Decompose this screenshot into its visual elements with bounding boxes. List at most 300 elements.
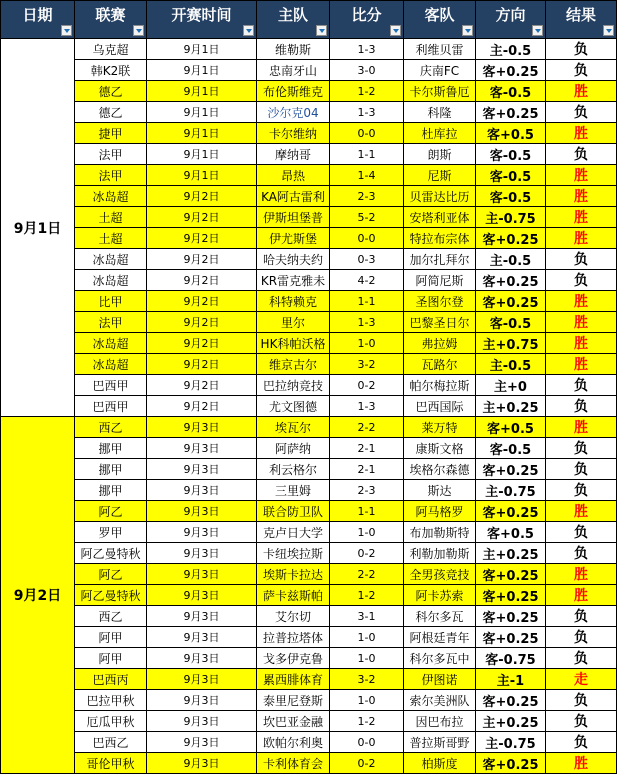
table-row xyxy=(1,543,617,564)
direction-cell: 客+0.25 xyxy=(476,102,546,123)
kickoff-time-cell: 9月3日 xyxy=(147,627,257,648)
filter-dropdown-icon[interactable] xyxy=(390,25,401,36)
result-cell: 负 xyxy=(546,711,617,732)
table-row xyxy=(1,396,617,417)
score-cell: 1-1 xyxy=(330,501,404,522)
league-cell: 阿甲 xyxy=(75,627,147,648)
table-row xyxy=(1,648,617,669)
away-team-cell: 柏斯度 xyxy=(404,753,476,774)
league-cell: 巴西乙 xyxy=(75,732,147,753)
home-team-cell: 昂热 xyxy=(257,165,330,186)
league-cell: 阿甲 xyxy=(75,648,147,669)
home-team-cell: 阿萨纳 xyxy=(257,438,330,459)
score-cell: 3-2 xyxy=(330,354,404,375)
home-team-cell: KR雷克雅未 xyxy=(257,270,330,291)
direction-cell: 客+0.5 xyxy=(476,417,546,438)
direction-cell: 主-0.75 xyxy=(476,732,546,753)
home-team-cell: 克卢日大学 xyxy=(257,522,330,543)
kickoff-time-cell: 9月1日 xyxy=(147,144,257,165)
filter-dropdown-icon[interactable] xyxy=(243,25,254,36)
kickoff-time-cell: 9月3日 xyxy=(147,522,257,543)
home-team-cell: 里尔 xyxy=(257,312,330,333)
kickoff-time-cell: 9月3日 xyxy=(147,606,257,627)
kickoff-time-cell: 9月1日 xyxy=(147,81,257,102)
result-cell: 负 xyxy=(546,459,617,480)
header-result xyxy=(546,1,617,39)
away-team-cell: 弗拉姆 xyxy=(404,333,476,354)
kickoff-time-cell: 9月3日 xyxy=(147,564,257,585)
away-team-cell: 利维贝雷 xyxy=(404,39,476,60)
kickoff-time-cell: 9月1日 xyxy=(147,102,257,123)
kickoff-time-cell: 9月1日 xyxy=(147,123,257,144)
result-cell: 胜 xyxy=(546,585,617,606)
table-body xyxy=(1,39,617,774)
kickoff-time-cell: 9月3日 xyxy=(147,459,257,480)
table-row xyxy=(1,585,617,606)
table-row xyxy=(1,375,617,396)
score-cell: 1-0 xyxy=(330,333,404,354)
home-team-cell: 艾尔切 xyxy=(257,606,330,627)
home-team-cell: 沙尔克04 xyxy=(257,102,330,123)
table-row xyxy=(1,480,617,501)
result-cell: 负 xyxy=(546,396,617,417)
table-row xyxy=(1,564,617,585)
header-label: 方向 xyxy=(495,6,526,24)
score-cell: 1-4 xyxy=(330,165,404,186)
kickoff-time-cell: 9月3日 xyxy=(147,585,257,606)
kickoff-time-cell: 9月3日 xyxy=(147,543,257,564)
direction-cell: 客+0.25 xyxy=(476,228,546,249)
kickoff-time-cell: 9月2日 xyxy=(147,354,257,375)
league-cell: 冰岛超 xyxy=(75,333,147,354)
result-cell: 负 xyxy=(546,543,617,564)
direction-cell: 客+0.25 xyxy=(476,753,546,774)
score-cell: 0-2 xyxy=(330,375,404,396)
result-cell: 负 xyxy=(546,375,617,396)
away-team-cell: 阿简尼斯 xyxy=(404,270,476,291)
header-label: 主队 xyxy=(277,6,308,24)
home-team-cell: 累西腓体育 xyxy=(257,669,330,690)
away-team-cell: 卡尔斯鲁厄 xyxy=(404,81,476,102)
away-team-cell: 阿卡苏索 xyxy=(404,585,476,606)
table-row xyxy=(1,732,617,753)
header-label: 日期 xyxy=(22,6,53,24)
score-cell: 3-1 xyxy=(330,606,404,627)
kickoff-time-cell: 9月2日 xyxy=(147,312,257,333)
score-cell: 2-1 xyxy=(330,459,404,480)
direction-cell: 客+0.25 xyxy=(476,606,546,627)
home-team-cell: 忠南牙山 xyxy=(257,60,330,81)
away-team-cell: 贝雷达比历 xyxy=(404,186,476,207)
home-team-cell: 三里姆 xyxy=(257,480,330,501)
direction-cell: 客-0.5 xyxy=(476,186,546,207)
header-home-team xyxy=(257,1,330,39)
header-date xyxy=(1,1,75,39)
result-cell: 胜 xyxy=(546,564,617,585)
table-row xyxy=(1,711,617,732)
direction-cell: 客-0.5 xyxy=(476,438,546,459)
kickoff-time-cell: 9月2日 xyxy=(147,186,257,207)
league-cell: 冰岛超 xyxy=(75,354,147,375)
away-team-cell: 索尔美洲队 xyxy=(404,690,476,711)
table-row xyxy=(1,102,617,123)
away-team-cell: 莱万特 xyxy=(404,417,476,438)
score-cell: 3-2 xyxy=(330,669,404,690)
league-cell: 冰岛超 xyxy=(75,249,147,270)
direction-cell: 客+0.25 xyxy=(476,291,546,312)
direction-cell: 客-0.5 xyxy=(476,165,546,186)
table-row xyxy=(1,627,617,648)
home-team-cell: 萨卡兹斯帕 xyxy=(257,585,330,606)
table-row xyxy=(1,228,617,249)
score-cell: 1-1 xyxy=(330,291,404,312)
table-row xyxy=(1,522,617,543)
direction-cell: 主+0 xyxy=(476,375,546,396)
league-cell: 挪甲 xyxy=(75,480,147,501)
header-label: 结果 xyxy=(565,6,596,24)
away-team-cell: 埃格尔森德 xyxy=(404,459,476,480)
score-cell: 0-2 xyxy=(330,543,404,564)
away-team-cell: 杜库拉 xyxy=(404,123,476,144)
result-cell: 负 xyxy=(546,648,617,669)
table-row xyxy=(1,123,617,144)
kickoff-time-cell: 9月2日 xyxy=(147,333,257,354)
direction-cell: 客-0.75 xyxy=(476,648,546,669)
kickoff-time-cell: 9月3日 xyxy=(147,711,257,732)
table-row xyxy=(1,249,617,270)
table-row xyxy=(1,312,617,333)
direction-cell: 客+0.25 xyxy=(476,627,546,648)
header-kickoff-time xyxy=(147,1,257,39)
league-cell: 韩K2联 xyxy=(75,60,147,81)
away-team-cell: 康斯文格 xyxy=(404,438,476,459)
direction-cell: 主+0.25 xyxy=(476,711,546,732)
kickoff-time-cell: 9月3日 xyxy=(147,690,257,711)
kickoff-time-cell: 9月3日 xyxy=(147,669,257,690)
kickoff-time-cell: 9月3日 xyxy=(147,438,257,459)
league-cell: 西乙 xyxy=(75,606,147,627)
league-cell: 冰岛超 xyxy=(75,270,147,291)
direction-cell: 主-0.5 xyxy=(476,39,546,60)
score-cell: 0-2 xyxy=(330,753,404,774)
score-cell: 2-2 xyxy=(330,417,404,438)
result-cell: 胜 xyxy=(546,354,617,375)
result-cell: 胜 xyxy=(546,753,617,774)
result-cell: 胜 xyxy=(546,165,617,186)
score-cell: 1-3 xyxy=(330,102,404,123)
table-row xyxy=(1,753,617,774)
home-team-cell: 卡纽埃拉斯 xyxy=(257,543,330,564)
table-row xyxy=(1,291,617,312)
score-cell: 4-2 xyxy=(330,270,404,291)
result-cell: 胜 xyxy=(546,501,617,522)
direction-cell: 客+0.25 xyxy=(476,60,546,81)
score-cell: 2-3 xyxy=(330,480,404,501)
away-team-cell: 加尔扎拜尔 xyxy=(404,249,476,270)
home-team-cell: KA阿古雷利 xyxy=(257,186,330,207)
league-cell: 土超 xyxy=(75,228,147,249)
score-cell: 0-0 xyxy=(330,732,404,753)
home-team-cell: 坎巴亚金融 xyxy=(257,711,330,732)
kickoff-time-cell: 9月3日 xyxy=(147,501,257,522)
header-score xyxy=(330,1,404,39)
league-cell: 哥伦甲秋 xyxy=(75,753,147,774)
filter-dropdown-icon[interactable] xyxy=(133,25,144,36)
kickoff-time-cell: 9月3日 xyxy=(147,732,257,753)
date-cell: 9月2日 xyxy=(1,417,75,774)
away-team-cell: 科隆 xyxy=(404,102,476,123)
score-cell: 1-0 xyxy=(330,522,404,543)
table-row xyxy=(1,60,617,81)
direction-cell: 客+0.5 xyxy=(476,522,546,543)
score-cell: 5-2 xyxy=(330,207,404,228)
table-row xyxy=(1,186,617,207)
result-cell: 走 xyxy=(546,669,617,690)
league-cell: 罗甲 xyxy=(75,522,147,543)
league-cell: 乌克超 xyxy=(75,39,147,60)
away-team-cell: 布加勒斯特 xyxy=(404,522,476,543)
direction-cell: 客-0.5 xyxy=(476,144,546,165)
table-row xyxy=(1,144,617,165)
home-team-cell: 维京古尔 xyxy=(257,354,330,375)
result-cell: 胜 xyxy=(546,81,617,102)
table-row xyxy=(1,690,617,711)
result-cell: 负 xyxy=(546,144,617,165)
score-cell: 3-0 xyxy=(330,60,404,81)
home-team-cell: 卡尔维纳 xyxy=(257,123,330,144)
result-cell: 负 xyxy=(546,480,617,501)
away-team-cell: 阿根廷青年 xyxy=(404,627,476,648)
score-cell: 1-2 xyxy=(330,711,404,732)
league-cell: 比甲 xyxy=(75,291,147,312)
direction-cell: 客+0.25 xyxy=(476,564,546,585)
kickoff-time-cell: 9月3日 xyxy=(147,417,257,438)
home-team-cell: 伊尤斯堡 xyxy=(257,228,330,249)
header-league xyxy=(75,1,147,39)
table-row xyxy=(1,81,617,102)
league-cell: 法甲 xyxy=(75,165,147,186)
home-team-cell: 埃斯卡拉达 xyxy=(257,564,330,585)
result-cell: 负 xyxy=(546,732,617,753)
direction-cell: 主-0.5 xyxy=(476,249,546,270)
table-row xyxy=(1,438,617,459)
league-cell: 巴西甲 xyxy=(75,396,147,417)
direction-cell: 客+0.25 xyxy=(476,270,546,291)
result-cell: 负 xyxy=(546,249,617,270)
score-cell: 1-3 xyxy=(330,396,404,417)
date-cell: 9月1日 xyxy=(1,39,75,417)
away-team-cell: 全男孩竞技 xyxy=(404,564,476,585)
home-team-cell: 泰里尼登斯 xyxy=(257,690,330,711)
home-team-cell: HK科帕沃格 xyxy=(257,333,330,354)
league-cell: 西乙 xyxy=(75,417,147,438)
home-team-cell: 巴拉纳竞技 xyxy=(257,375,330,396)
home-team-cell: 欧帕尔利奥 xyxy=(257,732,330,753)
direction-cell: 主-0.5 xyxy=(476,354,546,375)
table-row xyxy=(1,165,617,186)
league-cell: 阿乙曼特秋 xyxy=(75,543,147,564)
direction-cell: 主-0.75 xyxy=(476,480,546,501)
kickoff-time-cell: 9月2日 xyxy=(147,270,257,291)
header-away-team xyxy=(404,1,476,39)
score-cell: 1-1 xyxy=(330,144,404,165)
home-team-cell: 布伦斯维克 xyxy=(257,81,330,102)
away-team-cell: 圣图尔登 xyxy=(404,291,476,312)
away-team-cell: 因巴布拉 xyxy=(404,711,476,732)
away-team-cell: 普拉斯哥野 xyxy=(404,732,476,753)
direction-cell: 客-0.5 xyxy=(476,312,546,333)
away-team-cell: 庆南FC xyxy=(404,60,476,81)
score-cell: 2-3 xyxy=(330,186,404,207)
result-cell: 胜 xyxy=(546,417,617,438)
away-team-cell: 朗斯 xyxy=(404,144,476,165)
score-cell: 1-3 xyxy=(330,312,404,333)
score-cell: 1-2 xyxy=(330,81,404,102)
home-team-cell: 戈多伊克鲁 xyxy=(257,648,330,669)
league-cell: 厄瓜甲秋 xyxy=(75,711,147,732)
result-cell: 胜 xyxy=(546,333,617,354)
kickoff-time-cell: 9月3日 xyxy=(147,753,257,774)
table-row xyxy=(1,207,617,228)
away-team-cell: 斯达 xyxy=(404,480,476,501)
league-cell: 法甲 xyxy=(75,144,147,165)
away-team-cell: 科尔多瓦中 xyxy=(404,648,476,669)
home-team-cell: 埃瓦尔 xyxy=(257,417,330,438)
home-team-cell: 科特赖克 xyxy=(257,291,330,312)
result-cell: 胜 xyxy=(546,207,617,228)
kickoff-time-cell: 9月3日 xyxy=(147,648,257,669)
score-cell: 2-2 xyxy=(330,564,404,585)
kickoff-time-cell: 9月2日 xyxy=(147,375,257,396)
league-cell: 巴拉甲秋 xyxy=(75,690,147,711)
away-team-cell: 特拉布宗体 xyxy=(404,228,476,249)
kickoff-time-cell: 9月2日 xyxy=(147,228,257,249)
away-team-cell: 帕尔梅拉斯 xyxy=(404,375,476,396)
table-row xyxy=(1,417,617,438)
table-row xyxy=(1,333,617,354)
kickoff-time-cell: 9月2日 xyxy=(147,207,257,228)
kickoff-time-cell: 9月3日 xyxy=(147,480,257,501)
direction-cell: 客+0.25 xyxy=(476,459,546,480)
home-team-cell: 伊斯坦堡普 xyxy=(257,207,330,228)
home-team-cell: 维勒斯 xyxy=(257,39,330,60)
filter-dropdown-icon[interactable] xyxy=(61,25,72,36)
header-row xyxy=(1,1,617,39)
table-row xyxy=(1,39,617,60)
league-cell: 阿乙曼特秋 xyxy=(75,585,147,606)
direction-cell: 客+0.25 xyxy=(476,585,546,606)
result-cell: 负 xyxy=(546,606,617,627)
kickoff-time-cell: 9月2日 xyxy=(147,249,257,270)
league-cell: 挪甲 xyxy=(75,438,147,459)
away-team-cell: 伊图诺 xyxy=(404,669,476,690)
direction-cell: 客-0.5 xyxy=(476,81,546,102)
filter-dropdown-icon[interactable] xyxy=(603,25,614,36)
score-cell: 1-0 xyxy=(330,690,404,711)
result-cell: 负 xyxy=(546,270,617,291)
score-cell: 0-0 xyxy=(330,228,404,249)
kickoff-time-cell: 9月2日 xyxy=(147,396,257,417)
score-cell: 2-1 xyxy=(330,438,404,459)
result-cell: 胜 xyxy=(546,186,617,207)
kickoff-time-cell: 9月1日 xyxy=(147,39,257,60)
away-team-cell: 瓦路尔 xyxy=(404,354,476,375)
table-row xyxy=(1,270,617,291)
home-team-cell: 尤文图德 xyxy=(257,396,330,417)
direction-cell: 主+0.75 xyxy=(476,333,546,354)
kickoff-time-cell: 9月2日 xyxy=(147,291,257,312)
direction-cell: 主+0.25 xyxy=(476,543,546,564)
direction-cell: 客+0.25 xyxy=(476,690,546,711)
filter-dropdown-icon[interactable] xyxy=(316,25,327,36)
direction-cell: 主-1 xyxy=(476,669,546,690)
league-cell: 土超 xyxy=(75,207,147,228)
away-team-cell: 安塔利亚体 xyxy=(404,207,476,228)
home-team-cell: 哈夫纳夫约 xyxy=(257,249,330,270)
league-cell: 冰岛超 xyxy=(75,186,147,207)
home-team-cell: 拉普拉塔体 xyxy=(257,627,330,648)
league-cell: 巴西甲 xyxy=(75,375,147,396)
away-team-cell: 尼斯 xyxy=(404,165,476,186)
score-cell: 1-2 xyxy=(330,585,404,606)
score-cell: 1-0 xyxy=(330,648,404,669)
league-cell: 阿乙 xyxy=(75,501,147,522)
league-cell: 巴西丙 xyxy=(75,669,147,690)
score-cell: 1-3 xyxy=(330,39,404,60)
table-row xyxy=(1,669,617,690)
direction-cell: 主+0.25 xyxy=(476,396,546,417)
away-team-cell: 阿马格罗 xyxy=(404,501,476,522)
away-team-cell: 巴西国际 xyxy=(404,396,476,417)
header-label: 客队 xyxy=(424,6,455,24)
home-team-cell: 联合防卫队 xyxy=(257,501,330,522)
kickoff-time-cell: 9月1日 xyxy=(147,60,257,81)
kickoff-time-cell: 9月1日 xyxy=(147,165,257,186)
away-team-cell: 科尔多瓦 xyxy=(404,606,476,627)
result-cell: 负 xyxy=(546,438,617,459)
filter-dropdown-icon[interactable] xyxy=(532,25,543,36)
score-cell: 0-0 xyxy=(330,123,404,144)
direction-cell: 客+0.5 xyxy=(476,123,546,144)
filter-dropdown-icon[interactable] xyxy=(462,25,473,36)
header-direction xyxy=(476,1,546,39)
result-cell: 负 xyxy=(546,102,617,123)
result-cell: 胜 xyxy=(546,291,617,312)
table-row xyxy=(1,354,617,375)
result-cell: 负 xyxy=(546,627,617,648)
league-cell: 捷甲 xyxy=(75,123,147,144)
league-cell: 法甲 xyxy=(75,312,147,333)
home-team-cell: 摩纳哥 xyxy=(257,144,330,165)
league-cell: 德乙 xyxy=(75,81,147,102)
table-row xyxy=(1,459,617,480)
table-row xyxy=(1,606,617,627)
result-cell: 负 xyxy=(546,522,617,543)
score-cell: 0-3 xyxy=(330,249,404,270)
direction-cell: 客+0.25 xyxy=(476,501,546,522)
result-cell: 胜 xyxy=(546,228,617,249)
league-cell: 挪甲 xyxy=(75,459,147,480)
header-label: 开赛时间 xyxy=(171,6,232,24)
result-cell: 负 xyxy=(546,60,617,81)
header-label: 比分 xyxy=(351,6,382,24)
away-team-cell: 巴黎圣日尔 xyxy=(404,312,476,333)
result-cell: 负 xyxy=(546,39,617,60)
direction-cell: 主-0.75 xyxy=(476,207,546,228)
score-cell: 1-0 xyxy=(330,627,404,648)
result-cell: 胜 xyxy=(546,312,617,333)
away-team-cell: 利勒加勒斯 xyxy=(404,543,476,564)
